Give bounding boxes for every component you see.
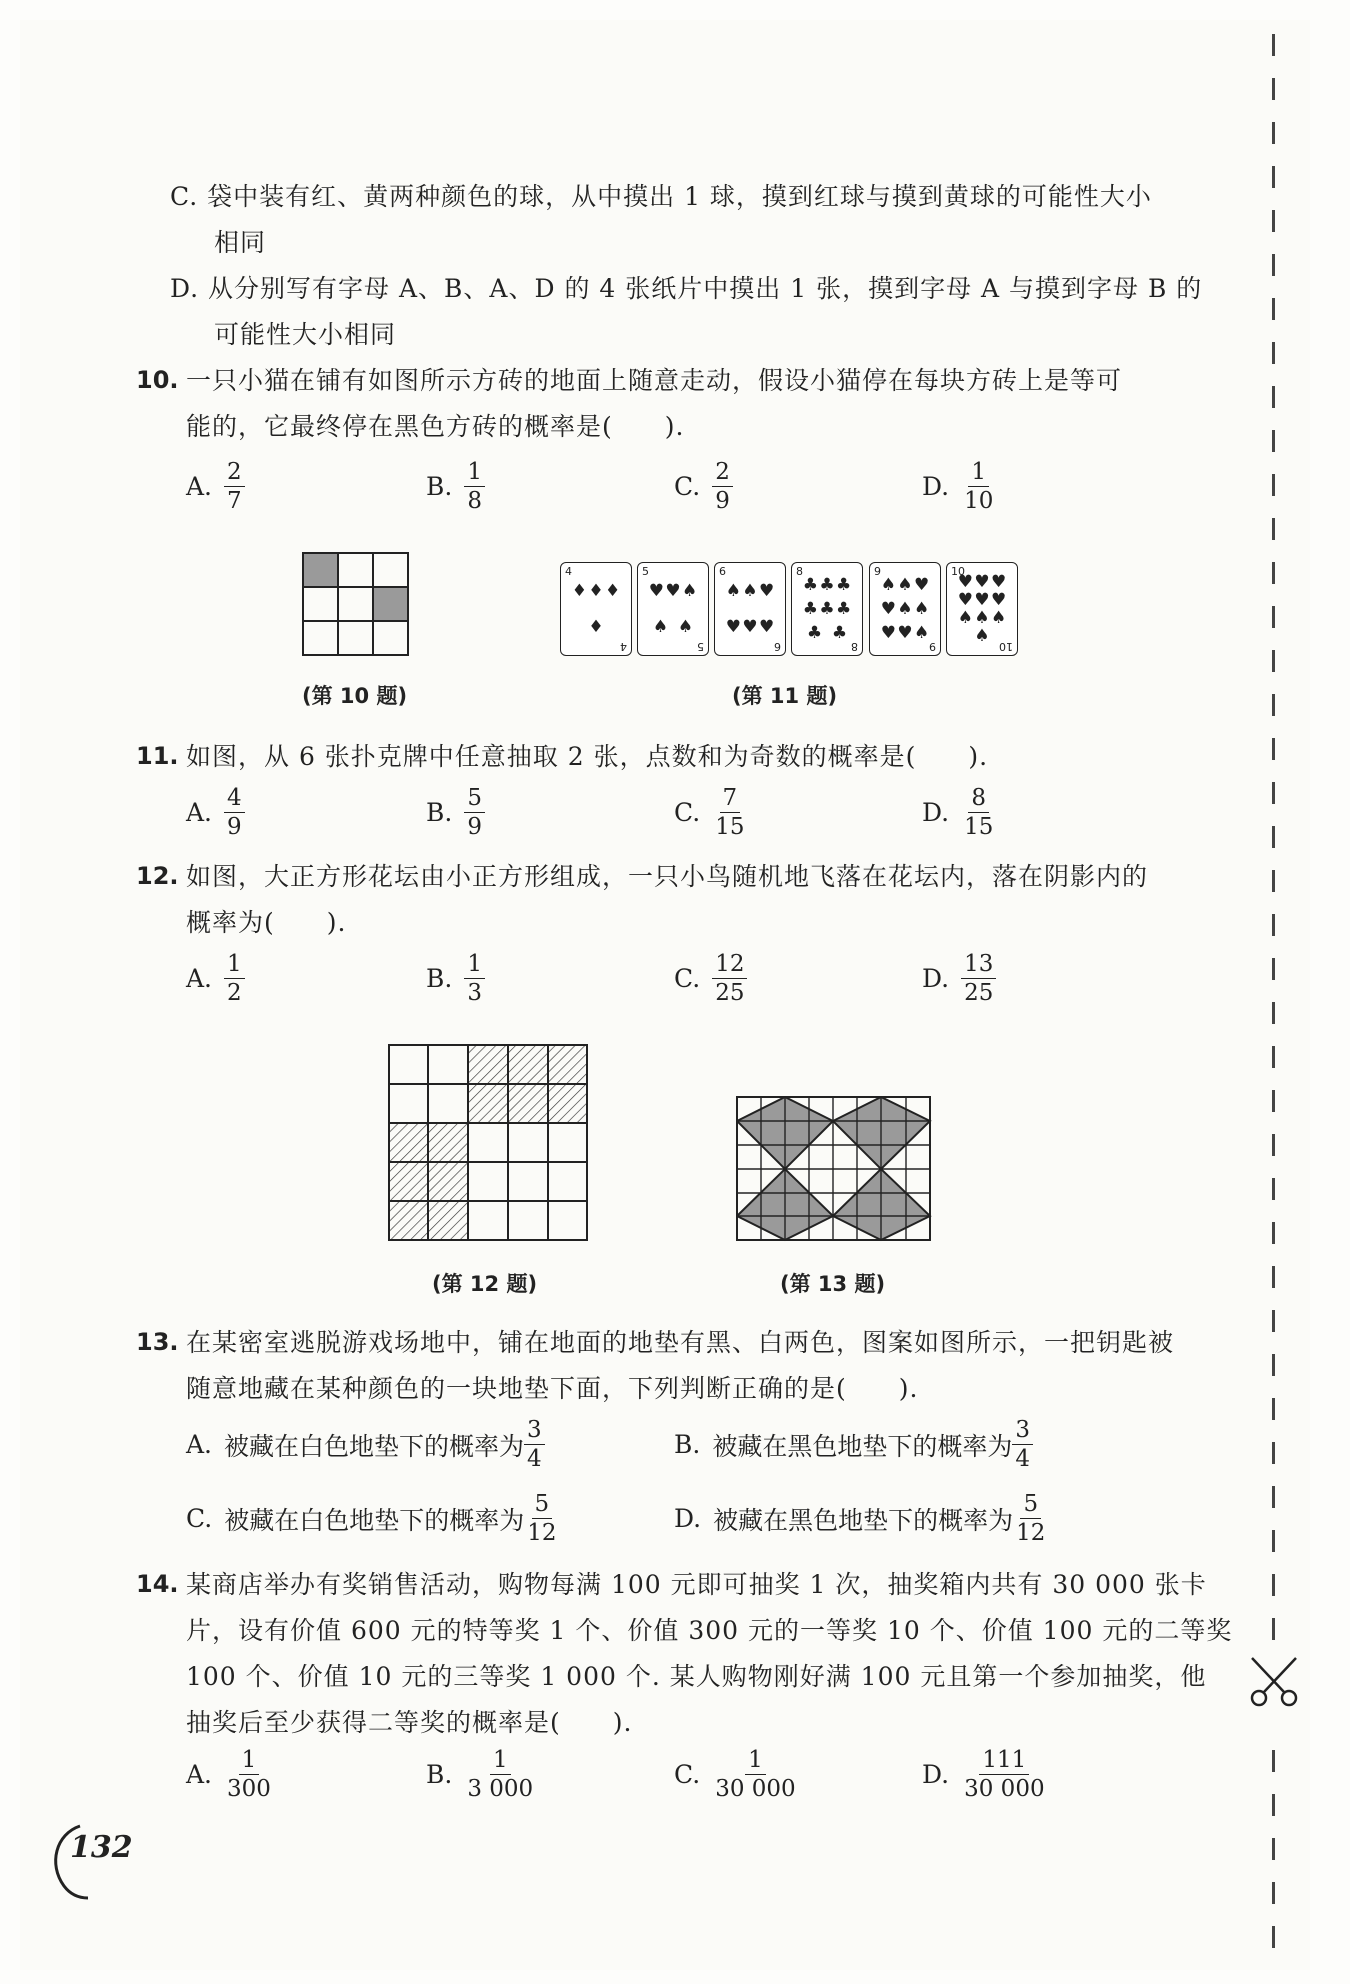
option-label: B.	[426, 964, 453, 993]
question-10-text-line1: 一只小猫在铺有如图所示方砖的地面上随意走动，假设小猫停在每块方砖上是等可	[186, 366, 1123, 395]
cut-dash	[1272, 1750, 1275, 1772]
pip-icon: ♠	[974, 607, 990, 628]
cut-dash	[1272, 342, 1275, 364]
card-pips	[571, 573, 621, 645]
playing-card-8	[791, 562, 863, 656]
denominator: 8	[467, 488, 482, 514]
pip-icon: ♥	[665, 580, 681, 601]
fraction	[464, 1746, 536, 1803]
option-label: B.	[426, 1760, 453, 1789]
option-a	[186, 1746, 274, 1803]
question-14-number: 14.	[136, 1570, 179, 1598]
cut-dash	[1272, 1926, 1275, 1948]
q13-mat-figure	[736, 1096, 934, 1242]
pip-icon: ♥	[897, 622, 913, 643]
fraction	[712, 458, 733, 515]
denominator: 30 000	[715, 1776, 796, 1802]
pip-icon: ♥	[974, 571, 990, 592]
pip-icon: ♦	[605, 580, 621, 601]
cut-dash	[1272, 1882, 1275, 1904]
q12-caption: (第 12 题)	[432, 1272, 538, 1296]
option-text: 被藏在白色地垫下的概率为	[224, 1431, 525, 1461]
option-label: D.	[674, 1504, 702, 1533]
cut-dash	[1272, 1574, 1275, 1596]
option-label: C.	[674, 472, 701, 501]
fraction	[712, 784, 747, 841]
card-pips	[725, 573, 775, 645]
cut-dash	[1272, 1838, 1275, 1860]
option-a	[186, 458, 245, 515]
cut-dash	[1272, 474, 1275, 496]
question-12-text-line1: 如图，大正方形花坛由小正方形组成，一只小鸟随机地飞落在花坛内，落在阴影内的	[186, 862, 1149, 891]
q13-option-a	[186, 1416, 545, 1473]
card-rank: 8	[796, 565, 803, 578]
option-b	[426, 784, 485, 841]
pip-icon: ♣	[831, 622, 848, 643]
cut-dash	[1272, 1310, 1275, 1332]
option-label: C.	[674, 1760, 701, 1789]
cut-dash	[1272, 1354, 1275, 1376]
numerator: 1	[239, 1746, 260, 1775]
fraction	[1013, 1490, 1048, 1547]
numerator: 12	[712, 950, 747, 979]
pip-icon: ♠	[677, 616, 694, 637]
card-rank-bottom: 5	[697, 640, 704, 653]
pip-icon: ♥	[759, 580, 775, 601]
numerator: 1	[224, 950, 245, 979]
numerator: 4	[224, 784, 245, 813]
denominator: 12	[1016, 1520, 1046, 1546]
pip-icon: ♠	[880, 574, 896, 595]
cut-dash	[1272, 298, 1275, 320]
numerator: 1	[464, 950, 485, 979]
fraction	[224, 458, 245, 515]
cut-dash	[1272, 694, 1275, 716]
option-text: 被藏在白色地垫下的概率为	[224, 1505, 525, 1535]
pip-icon: ♠	[991, 607, 1007, 628]
option-c-line2: 相同	[214, 228, 267, 257]
denominator: 15	[715, 814, 745, 840]
fraction	[224, 1746, 274, 1803]
fraction	[464, 458, 485, 515]
fraction	[464, 950, 485, 1007]
denominator: 9	[467, 814, 482, 840]
cut-dash	[1272, 1222, 1275, 1244]
denominator: 30 000	[964, 1776, 1045, 1802]
page-number: 132	[70, 1830, 133, 1865]
pip-icon: ♥	[957, 589, 973, 610]
cut-dash	[1272, 562, 1275, 584]
question-14-text-line1: 某商店举办有奖销售活动，购物每满 100 元即可抽奖 1 次，抽奖箱内共有 30 000 张卡	[186, 1570, 1207, 1599]
pip-icon: ♣	[802, 574, 818, 595]
option-b	[426, 950, 485, 1007]
pip-icon: ♥	[759, 616, 775, 637]
card-pips	[648, 573, 698, 645]
denominator: 3 000	[467, 1776, 534, 1802]
q10-tile-figure	[302, 552, 410, 656]
denominator: 4	[527, 1446, 542, 1472]
denominator: 9	[227, 814, 242, 840]
fraction	[1012, 1416, 1033, 1473]
option-label: D.	[922, 798, 950, 827]
numerator: 5	[1020, 1490, 1041, 1519]
q13-caption: (第 13 题)	[780, 1272, 886, 1296]
card-rank-bottom: 4	[620, 640, 627, 653]
numerator: 13	[961, 950, 996, 979]
denominator: 4	[1015, 1446, 1030, 1472]
pip-icon: ♥	[742, 616, 758, 637]
option-label: B.	[674, 1430, 701, 1459]
option-c	[674, 1746, 799, 1803]
card-rank: 4	[565, 565, 572, 578]
cut-dash	[1272, 782, 1275, 804]
cut-dash	[1272, 1134, 1275, 1156]
fraction	[224, 950, 245, 1007]
option-b	[426, 1746, 536, 1803]
option-d	[922, 950, 996, 1007]
numerator: 1	[464, 458, 485, 487]
card-pips	[802, 573, 852, 645]
cut-dash	[1272, 1398, 1275, 1420]
option-d-line2: 可能性大小相同	[214, 320, 397, 349]
cut-dash	[1272, 1266, 1275, 1288]
cut-dash	[1272, 122, 1275, 144]
q13-option-d	[674, 1490, 1048, 1547]
fraction	[961, 1746, 1047, 1803]
q13-option-b	[674, 1416, 1033, 1473]
pip-icon: ♥	[991, 589, 1007, 610]
option-label: D.	[922, 964, 950, 993]
question-14-text-line3: 100 个、价值 10 元的三等奖 1 000 个. 某人购物刚好满 100 元且第一个参加抽奖，他	[186, 1662, 1207, 1691]
pip-icon: ♠	[742, 580, 758, 601]
numerator: 1	[745, 1746, 766, 1775]
denominator: 25	[964, 980, 994, 1006]
cut-dash	[1272, 958, 1275, 980]
cut-dash	[1272, 210, 1275, 232]
option-a	[186, 784, 245, 841]
cut-dash	[1272, 870, 1275, 892]
numerator: 5	[464, 784, 485, 813]
card-rank: 5	[642, 565, 649, 578]
fraction	[961, 458, 996, 515]
fraction	[712, 950, 747, 1007]
pip-icon: ♣	[836, 574, 852, 595]
cut-dash	[1272, 738, 1275, 760]
pip-icon: ♠	[957, 607, 973, 628]
card-rank: 6	[719, 565, 726, 578]
option-label: A.	[186, 1760, 213, 1789]
question-11-text-line1: 如图，从 6 张扑克牌中任意抽取 2 张，点数和为奇数的概率是( ).	[186, 742, 989, 771]
cut-dash	[1272, 1618, 1275, 1640]
option-c-line1: C. 袋中装有红、黄两种颜色的球，从中摸出 1 球，摸到红球与摸到黄球的可能性大小	[170, 182, 1152, 211]
card-rank-bottom: 6	[774, 640, 781, 653]
card-rank: 10	[951, 565, 965, 578]
denominator: 300	[227, 1776, 271, 1802]
fraction	[961, 784, 996, 841]
question-11-number: 11.	[136, 742, 179, 770]
pip-icon: ♥	[914, 574, 930, 595]
pip-icon: ♠	[725, 580, 741, 601]
pip-icon: ♥	[648, 580, 664, 601]
pip-icon: ♣	[806, 622, 823, 643]
scissors-icon	[1244, 1654, 1304, 1710]
cut-dash	[1272, 518, 1275, 540]
option-d	[922, 458, 996, 515]
question-10-text-line2: 能的，它最终停在黑色方砖的概率是( ).	[186, 412, 685, 441]
fraction	[524, 1490, 559, 1547]
denominator: 12	[527, 1520, 557, 1546]
option-c	[674, 458, 733, 515]
pip-icon: ♣	[819, 574, 835, 595]
playing-card-9	[869, 562, 941, 656]
cut-dash	[1272, 606, 1275, 628]
cut-dash	[1272, 386, 1275, 408]
cut-dash	[1272, 650, 1275, 672]
option-label: C.	[674, 798, 701, 827]
pip-icon: ♠	[652, 616, 669, 637]
q12-garden-figure	[388, 1044, 590, 1242]
cut-dash	[1272, 914, 1275, 936]
fraction	[464, 784, 485, 841]
option-a	[186, 950, 245, 1007]
numerator: 1	[490, 1746, 511, 1775]
denominator: 10	[964, 488, 994, 514]
option-label: C.	[186, 1504, 213, 1533]
card-pips	[880, 573, 930, 645]
card-rank-bottom: 10	[999, 640, 1013, 653]
numerator: 2	[224, 458, 245, 487]
fraction	[961, 950, 996, 1007]
numerator: 5	[532, 1490, 553, 1519]
pip-icon: ♦	[588, 616, 604, 637]
question-12-number: 12.	[136, 862, 179, 890]
cut-dash	[1272, 1002, 1275, 1024]
cut-dash	[1272, 1046, 1275, 1068]
option-label: A.	[186, 798, 213, 827]
playing-card-10	[946, 562, 1018, 656]
pip-icon: ♥	[974, 589, 990, 610]
numerator: 2	[712, 458, 733, 487]
cut-dash	[1272, 166, 1275, 188]
card-pips	[957, 573, 1007, 645]
playing-card-4	[560, 562, 632, 656]
pip-icon: ♥	[725, 616, 741, 637]
numerator: 3	[1012, 1416, 1033, 1445]
option-c	[674, 784, 747, 841]
pip-icon: ♣	[836, 598, 852, 619]
fraction	[224, 784, 245, 841]
option-label: B.	[426, 472, 453, 501]
option-text: 被藏在黑色地垫下的概率为	[712, 1431, 1013, 1461]
cut-dash	[1272, 34, 1275, 56]
pip-icon: ♠	[897, 574, 913, 595]
question-10-number: 10.	[136, 366, 179, 394]
option-label: D.	[922, 472, 950, 501]
option-label: D.	[922, 1760, 950, 1789]
pip-icon: ♥	[880, 598, 896, 619]
option-d	[922, 1746, 1048, 1803]
numerator: 8	[968, 784, 989, 813]
numerator: 1	[968, 458, 989, 487]
fraction	[712, 1746, 798, 1803]
option-d	[922, 784, 996, 841]
pip-icon: ♠	[914, 598, 930, 619]
option-label: A.	[186, 964, 213, 993]
question-13-text-line2: 随意地藏在某种颜色的一块地垫下面，下列判断正确的是( ).	[186, 1374, 919, 1403]
fraction	[524, 1416, 545, 1473]
cut-dash	[1272, 430, 1275, 452]
denominator: 7	[227, 488, 242, 514]
q11-caption: (第 11 题)	[732, 684, 838, 708]
option-label: C.	[674, 964, 701, 993]
question-14-text-line2: 片，设有价值 600 元的特等奖 1 个、价值 300 元的一等奖 10 个、价值 100 元的二等奖	[186, 1616, 1233, 1645]
q10-caption: (第 10 题)	[302, 684, 408, 708]
pip-icon: ♠	[974, 625, 990, 646]
q13-option-c	[186, 1490, 559, 1547]
denominator: 25	[715, 980, 745, 1006]
pip-icon: ♠	[897, 598, 913, 619]
pip-icon: ♠	[914, 622, 930, 643]
option-b	[426, 458, 485, 515]
question-12-text-line2: 概率为( ).	[186, 908, 347, 937]
question-14-text-line4: 抽奖后至少获得二等奖的概率是( ).	[186, 1708, 633, 1737]
numerator: 111	[979, 1746, 1029, 1775]
cut-dash	[1272, 78, 1275, 100]
option-label: B.	[426, 798, 453, 827]
option-label: A.	[186, 1430, 213, 1459]
pip-icon: ♣	[819, 598, 835, 619]
pip-icon: ♦	[588, 580, 604, 601]
cut-dash	[1272, 1442, 1275, 1464]
pip-icon: ♥	[880, 622, 896, 643]
denominator: 9	[715, 488, 730, 514]
pip-icon: ♠	[682, 580, 698, 601]
question-13-number: 13.	[136, 1328, 179, 1356]
denominator: 3	[467, 980, 482, 1006]
cut-dash	[1272, 826, 1275, 848]
denominator: 15	[964, 814, 994, 840]
option-c	[674, 950, 747, 1007]
cut-dash	[1272, 1530, 1275, 1552]
question-13-text-line1: 在某密室逃脱游戏场地中，铺在地面的地垫有黑、白两色，图案如图所示，一把钥匙被	[186, 1328, 1175, 1357]
pip-icon: ♥	[991, 571, 1007, 592]
option-label: A.	[186, 472, 213, 501]
card-rank: 9	[874, 565, 881, 578]
numerator: 7	[720, 784, 741, 813]
cut-dash	[1272, 1090, 1275, 1112]
playing-card-5	[637, 562, 709, 656]
card-rank-bottom: 8	[851, 640, 858, 653]
cut-dash	[1272, 254, 1275, 276]
option-d-line1: D. 从分别写有字母 A、B、A、D 的 4 张纸片中摸出 1 张，摸到字母 A 与摸到字母 B 的	[170, 274, 1203, 303]
cut-dash	[1272, 1178, 1275, 1200]
pip-icon: ♦	[571, 580, 587, 601]
playing-card-6	[714, 562, 786, 656]
cut-dash	[1272, 1486, 1275, 1508]
denominator: 2	[227, 980, 242, 1006]
numerator: 3	[524, 1416, 545, 1445]
pip-icon: ♣	[802, 598, 818, 619]
cut-dash	[1272, 1794, 1275, 1816]
card-rank-bottom: 9	[929, 640, 936, 653]
option-text: 被藏在黑色地垫下的概率为	[713, 1505, 1014, 1535]
pip-icon: ♥	[957, 571, 973, 592]
